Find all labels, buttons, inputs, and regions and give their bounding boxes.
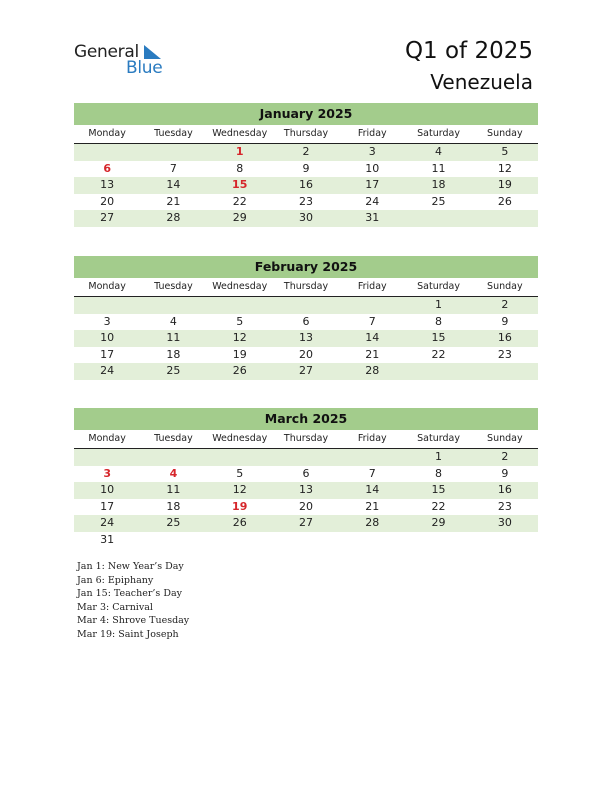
date-cell: 17 [100,347,115,361]
weekday-label: Tuesday [154,281,193,292]
date-cell: 4 [169,314,177,328]
date-cell: 25 [431,194,446,208]
date-cell: 3 [103,314,111,328]
logo-text-general: General [74,42,139,62]
date-cell [405,363,471,380]
holiday-list [77,560,189,641]
date-cell: 10 [365,161,380,175]
date-cell: 30 [298,211,313,224]
holiday-date-cell: 1 [235,145,244,158]
date-cell [273,449,339,466]
date-cell [405,532,471,549]
date-cell: 22 [232,194,247,208]
date-cell: 31 [365,211,380,224]
date-cell: 8 [236,161,244,175]
month-title: February 2025 [74,256,538,278]
date-cell: 31 [100,532,115,546]
date-cell: 10 [100,331,115,344]
date-cell: 19 [497,178,512,191]
weekday-label: Wednesday [212,128,268,139]
date-cell: 23 [497,347,512,361]
date-cell [339,532,405,549]
month-february [74,256,538,380]
date-cell [207,449,273,466]
date-cell: 13 [298,331,313,344]
date-cell: 22 [431,347,446,361]
week-row [74,330,538,347]
date-cell [207,297,273,314]
date-cell: 24 [100,364,115,377]
holiday-date-cell: 19 [232,499,248,513]
date-cell: 1 [435,298,443,311]
date-cell [74,144,140,161]
weekday-label: Tuesday [154,433,193,444]
weekday-header-row [74,125,538,144]
weekday-label: Wednesday [212,433,268,444]
weekday-header-row [74,430,538,449]
holiday-date-cell: 6 [103,161,111,175]
holiday-note: Jan 15: Teacher’s Day [77,588,182,599]
week-row [74,161,538,178]
weekday-label: Saturday [417,128,460,139]
week-row [74,482,538,499]
date-cell: 15 [431,331,446,344]
date-cell [74,297,140,314]
month-title: January 2025 [74,103,538,125]
date-cell [273,532,339,549]
date-cell [140,144,206,161]
weekday-label: Sunday [487,433,523,444]
date-cell [140,449,206,466]
date-cell: 9 [501,466,509,480]
date-cell: 20 [298,347,313,361]
holiday-date-cell: 15 [232,178,248,191]
date-cell: 28 [365,364,380,377]
weekday-label: Monday [88,433,126,444]
date-cell: 26 [232,364,247,377]
date-cell [339,297,405,314]
date-cell: 6 [302,314,310,328]
date-cell: 11 [431,161,446,175]
date-cell: 9 [501,314,509,328]
logo [74,42,174,78]
date-cell: 13 [100,178,115,191]
date-cell: 26 [232,516,247,529]
week-row [74,297,538,314]
week-row [74,363,538,380]
date-cell: 18 [166,347,181,361]
week-row [74,532,538,549]
holiday-date-cell: 3 [103,466,111,480]
date-cell: 21 [365,499,380,513]
date-cell: 24 [365,194,380,208]
date-cell: 14 [365,483,380,496]
date-cell: 1 [435,450,443,463]
date-cell: 5 [236,466,244,480]
week-row [74,515,538,532]
country-name: Venezuela [430,70,533,94]
holiday-date-cell: 4 [169,466,178,480]
weekday-label: Thursday [283,433,329,444]
week-row [74,347,538,364]
weekday-label: Wednesday [212,281,268,292]
date-cell: 27 [298,516,313,529]
date-cell: 17 [100,499,115,513]
date-cell: 20 [100,194,115,208]
date-cell: 28 [365,516,380,529]
date-cell: 25 [166,364,181,377]
weekday-label: Tuesday [154,128,193,139]
date-cell: 27 [298,364,313,377]
holiday-note: Mar 4: Shrove Tuesday [77,615,190,626]
date-cell: 3 [368,145,376,158]
date-cell: 15 [431,483,446,496]
holiday-note: Jan 6: Epiphany [77,574,154,586]
month-march [74,408,538,548]
date-cell: 21 [166,194,181,208]
date-cell: 30 [497,516,512,529]
date-cell: 29 [232,211,247,224]
date-cell [207,532,273,549]
date-cell [472,363,538,380]
date-cell: 12 [232,483,247,496]
week-row [74,449,538,466]
date-cell: 16 [497,483,512,496]
date-cell: 14 [365,331,380,344]
date-cell: 23 [298,194,313,208]
weekday-label: Friday [357,128,387,139]
week-row [74,210,538,227]
weekday-label: Thursday [283,128,329,139]
holiday-note: Jan 1: New Year’s Day [77,561,184,572]
date-cell: 28 [166,211,181,224]
date-cell [273,297,339,314]
date-cell: 4 [435,145,443,158]
week-row [74,466,538,483]
date-cell: 5 [236,314,244,328]
date-cell: 7 [368,466,376,480]
date-cell: 26 [497,194,512,208]
date-cell: 10 [100,483,115,496]
weekday-label: Monday [88,281,126,292]
date-cell [74,449,140,466]
date-cell: 19 [232,347,247,361]
date-cell: 25 [166,516,181,529]
date-cell [140,532,206,549]
date-cell: 22 [431,499,446,513]
holiday-note: Mar 19: Saint Joseph [77,628,179,640]
logo-text-blue: Blue [126,58,163,78]
date-cell: 12 [232,331,247,344]
week-row [74,314,538,331]
date-cell: 11 [166,483,181,496]
date-cell: 16 [497,331,512,344]
date-cell: 5 [501,145,509,158]
date-cell: 18 [166,499,181,513]
week-row [74,144,538,161]
date-cell: 16 [298,178,313,191]
date-cell: 7 [169,161,177,175]
date-cell: 14 [166,178,181,191]
date-cell [405,210,471,227]
weekday-label: Monday [88,128,126,139]
date-cell: 17 [365,178,380,191]
date-cell: 18 [431,178,446,191]
month-title: March 2025 [74,408,538,430]
date-cell: 21 [365,347,380,361]
date-cell [339,449,405,466]
weekday-label: Sunday [487,128,523,139]
date-cell: 20 [298,499,313,513]
date-cell: 2 [501,298,509,311]
date-cell: 9 [302,161,310,175]
date-cell: 29 [431,516,446,529]
date-cell [472,532,538,549]
date-cell: 12 [497,161,512,175]
date-cell: 7 [368,314,376,328]
date-cell: 13 [298,483,313,496]
weekday-label: Sunday [487,281,523,292]
week-row [74,499,538,516]
date-cell: 2 [501,450,509,463]
date-cell: 8 [435,466,443,480]
week-row [74,194,538,211]
weekday-label: Friday [357,281,387,292]
date-cell: 24 [100,516,115,529]
date-cell: 8 [435,314,443,328]
date-cell: 11 [166,331,181,344]
page-title: Q1 of 2025 [404,38,533,64]
date-cell: 2 [302,145,310,158]
date-cell [140,297,206,314]
date-cell: 23 [497,499,512,513]
weekday-label: Friday [357,433,387,444]
weekday-header-row [74,278,538,297]
weekday-label: Saturday [417,281,460,292]
weekday-label: Saturday [417,433,460,444]
holiday-note: Mar 3: Carnival [77,601,153,613]
weekday-label: Thursday [283,281,329,292]
week-row [74,177,538,194]
date-cell: 27 [100,211,115,224]
month-january [74,103,538,227]
date-cell: 6 [302,466,310,480]
date-cell [472,210,538,227]
